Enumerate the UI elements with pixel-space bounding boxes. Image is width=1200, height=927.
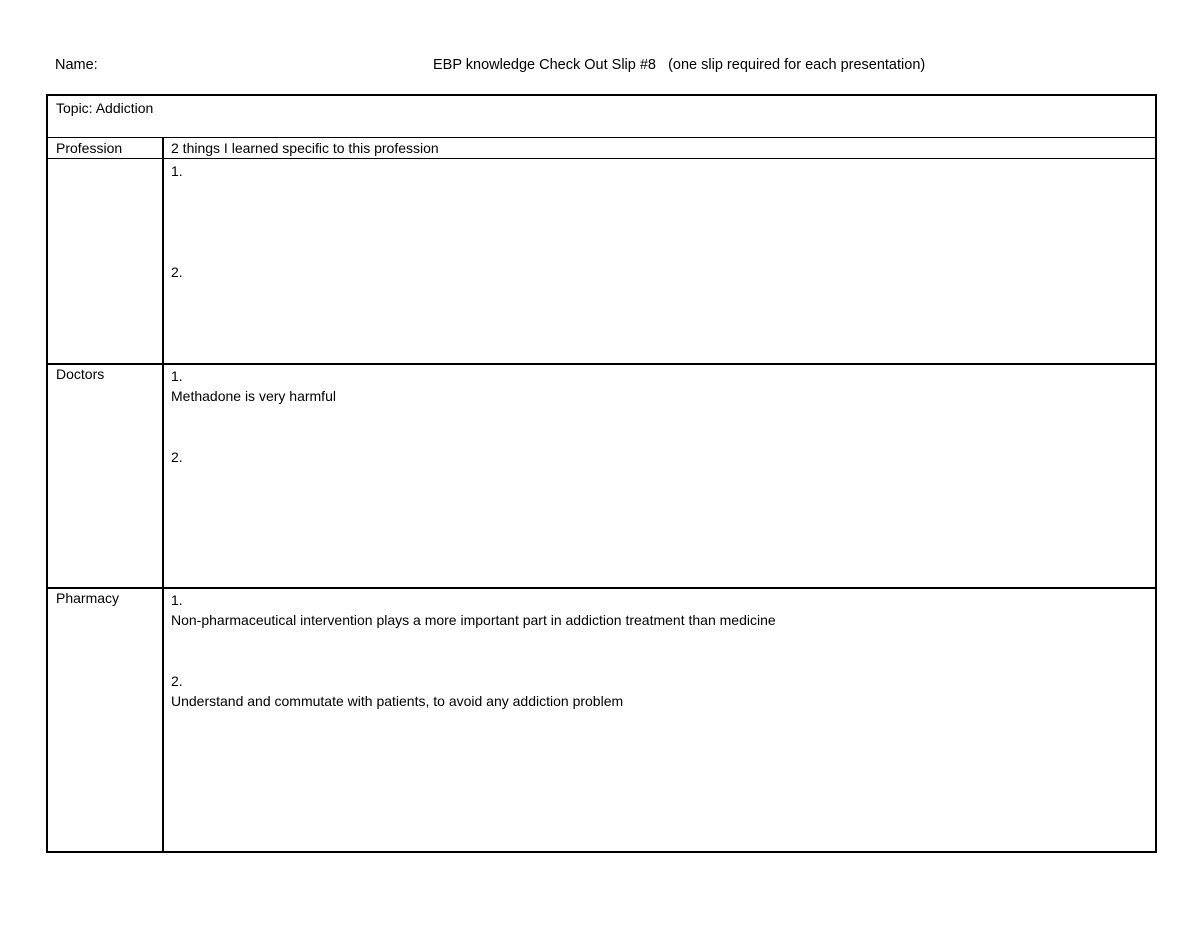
checkout-slip-table	[46, 94, 1157, 853]
item-1-label: 1.	[171, 368, 183, 384]
name-label: Name:	[55, 57, 98, 73]
item-2-text: Understand and commutate with patients, to avoid any addiction problem	[171, 693, 624, 709]
item-2-text	[171, 467, 1147, 487]
header-profession: Profession	[56, 140, 123, 156]
column-divider	[162, 138, 164, 851]
learned-cell	[171, 590, 1147, 711]
header-learned: 2 things I learned specific to this profession	[171, 140, 439, 156]
item-2-text	[171, 282, 1147, 302]
profession-cell: Doctors	[56, 366, 105, 382]
topic-text: Topic: Addiction	[56, 100, 154, 116]
table-header-row	[48, 138, 1155, 159]
learned-cell	[171, 161, 1147, 302]
table-row	[48, 364, 1155, 589]
item-1-text	[171, 181, 1147, 201]
item-2-label: 2.	[171, 673, 183, 689]
item-1-text: Methadone is very harmful	[171, 388, 336, 404]
item-2-label: 2.	[171, 449, 183, 465]
item-2-label: 2.	[171, 264, 183, 280]
table-row	[48, 588, 1155, 851]
item-1-text: Non-pharmaceutical intervention plays a more important part in addiction treatment than medicine	[171, 612, 776, 628]
table-row	[48, 159, 1155, 365]
profession-cell: Pharmacy	[56, 590, 120, 606]
topic-row	[48, 96, 1155, 138]
slip-title: EBP knowledge Check Out Slip #8 (one slip required for each presentation)	[433, 57, 926, 73]
learned-cell	[171, 366, 1147, 487]
item-1-label: 1.	[171, 163, 183, 179]
item-1-label: 1.	[171, 592, 183, 608]
